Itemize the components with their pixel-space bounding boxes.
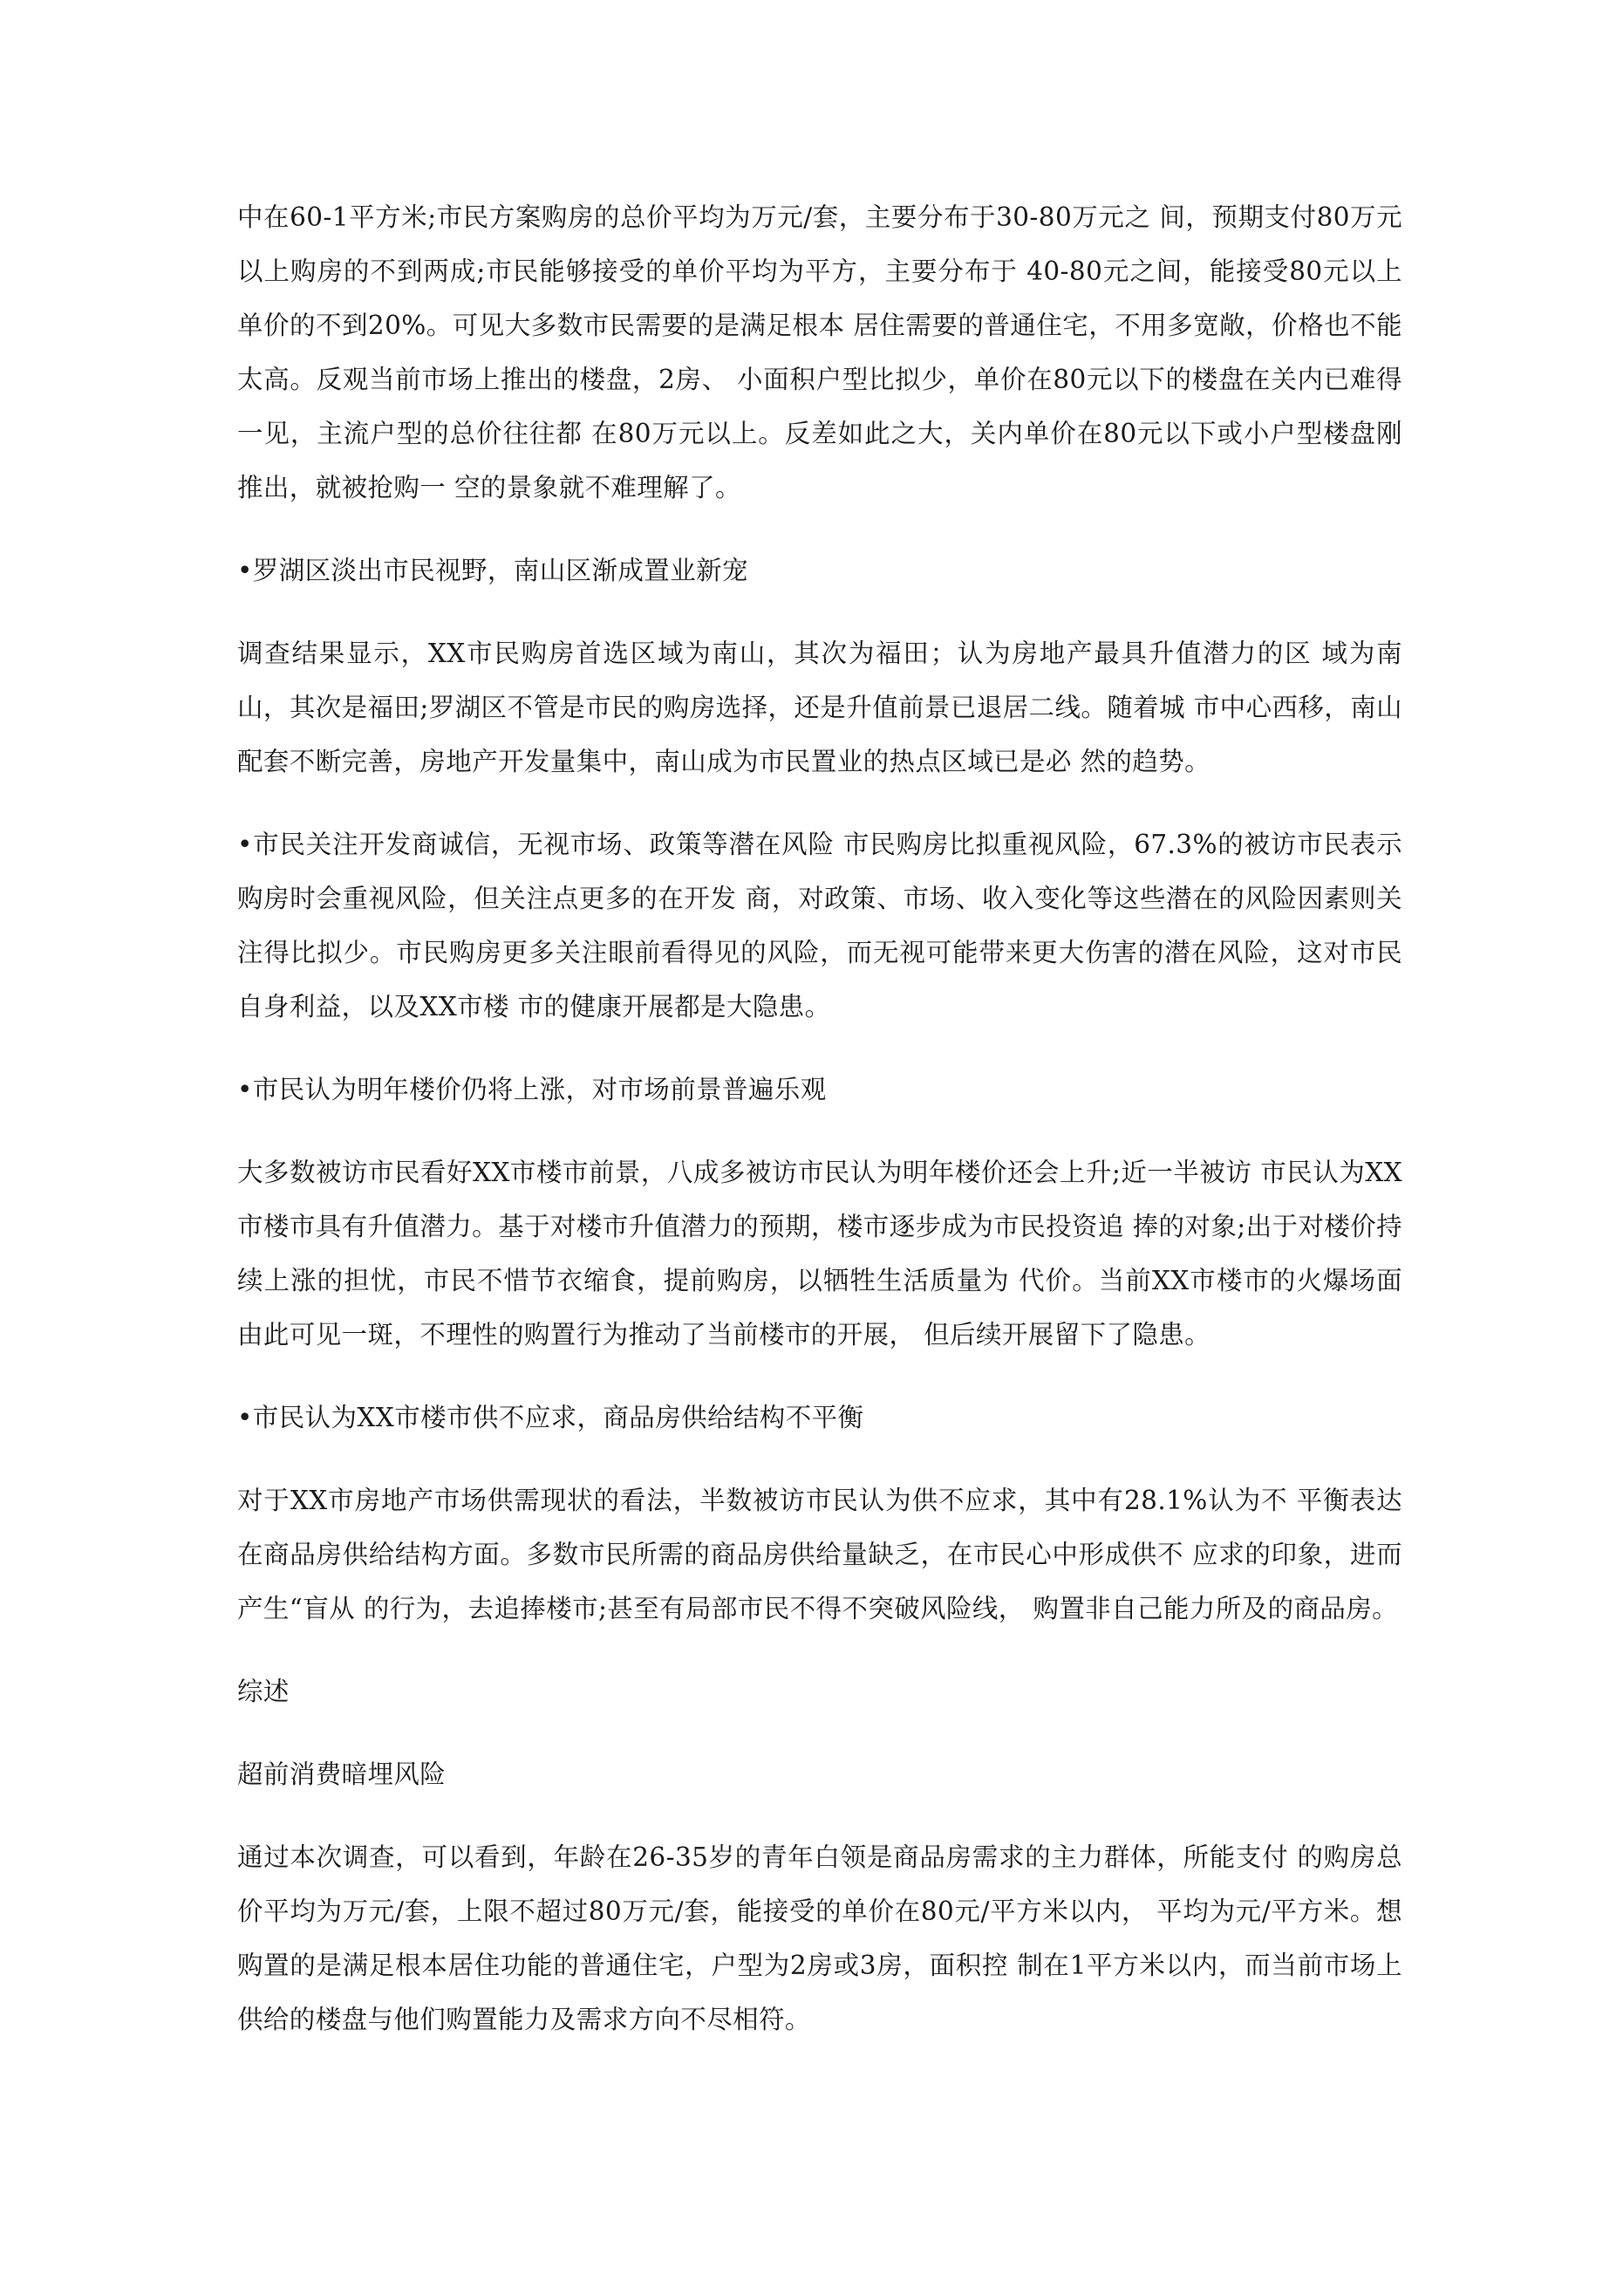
heading-price-outlook: •市民认为明年楼价仍将上涨，对市场前景普遍乐观 (237, 1075, 827, 1104)
paragraph-price-distribution: 中在60-1平方米;市民方案购房的总价平均为万元/套，主要分布于30-80万元之 间，预期支付80万元以上购房的不到两成;市民能够接受的单价平均为平方，主要分布于 40-80元之间，能接受80元以上单价的不到20%。可见大多数市民需要的是满足根本 居住需要的普通住宅，不用多宽敞，价格也不能太高。反观当前市场上推出的楼盘，2房、 小面积户型比拟少，单价在80元以下的楼盘在关内已难得一见，主流户型的总价往往都 在80万元以上。反差如此之大，关内单价在80元以下或小户型楼盘刚推出，就被抢购一 空的景象就不难理解了。 (237, 202, 1402, 502)
document-body (237, 190, 1402, 2047)
paragraph-supply-structure: 对于XX市房地产市场供需现状的看法，半数被访市民认为供不应求，其中有28.1%认为不 平衡表达在商品房供给结构方面。多数市民所需的商品房供给量缺乏，在市民心中形成供不 应求的印象，进而产生“盲从 的行为，去追捧楼市;甚至有局部市民不得不突破风险线， 购置非自己能力所及的商品房。 (237, 1486, 1402, 1623)
heading-luohu-nanshan: •罗湖区淡出市民视野，南山区渐成置业新宠 (237, 556, 748, 585)
paragraph-survey-conclusion: 通过本次调查，可以看到，年龄在26-35岁的青年白领是商品房需求的主力群体，所能支付 的购房总价平均为万元/套，上限不超过80万元/套，能接受的单价在80元/平方米以内， 平均为元/平方米。想购置的是满足根本居住功能的普通住宅，户型为2房或3房，面积控 制在1平方米以内，而当前市场上供给的楼盘与他们购置能力及需求方向不尽相符。 (237, 1842, 1402, 2034)
heading-summary: 综述 (237, 1677, 290, 1706)
paragraph-preferred-district: 调查结果显示，XX市民购房首选区域为南山，其次为福田；认为房地产最具升值潜力的区 域为南山，其次是福田;罗湖区不管是市民的购房选择，还是升值前景已退居二线。随着城 市中心西移，南山配套不断完善，房地产开发量集中，南山成为市民置业的热点区域已是必 然的趋势。 (237, 639, 1402, 776)
paragraph-developer-risk: •市民关注开发商诚信，无视市场、政策等潜在风险 市民购房比拟重视风险，67.3%的被访市民表示购房时会重视风险，但关注点更多的在开发 商，对政策、市场、收入变化等这些潜在的风险因素则关注得比拟少。市民购房更多关注眼前看得见的风险，而无视可能带来更大伤害的潜在风险，这对市民自身利益，以及XX市楼 市的健康开展都是大隐患。 (237, 830, 1402, 1022)
paragraph-market-optimism: 大多数被访市民看好XX市楼市前景，八成多被访市民认为明年楼价还会上升;近一半被访 市民认为XX市楼市具有升值潜力。基于对楼市升值潜力的预期，楼市逐步成为市民投资追 捧的对象;出于对楼价持续上涨的担忧，市民不惜节衣缩食，提前购房，以牺牲生活质量为 代价。当前XX市楼市的火爆场面由此可见一斑，不理性的购置行为推动了当前楼市的开展， 但后续开展留下了隐患。 (237, 1158, 1402, 1350)
heading-overconsumption-risk: 超前消费暗埋风险 (237, 1760, 447, 1789)
heading-supply-demand: •市民认为XX市楼市供不应求，商品房供给结构不平衡 (237, 1403, 864, 1432)
